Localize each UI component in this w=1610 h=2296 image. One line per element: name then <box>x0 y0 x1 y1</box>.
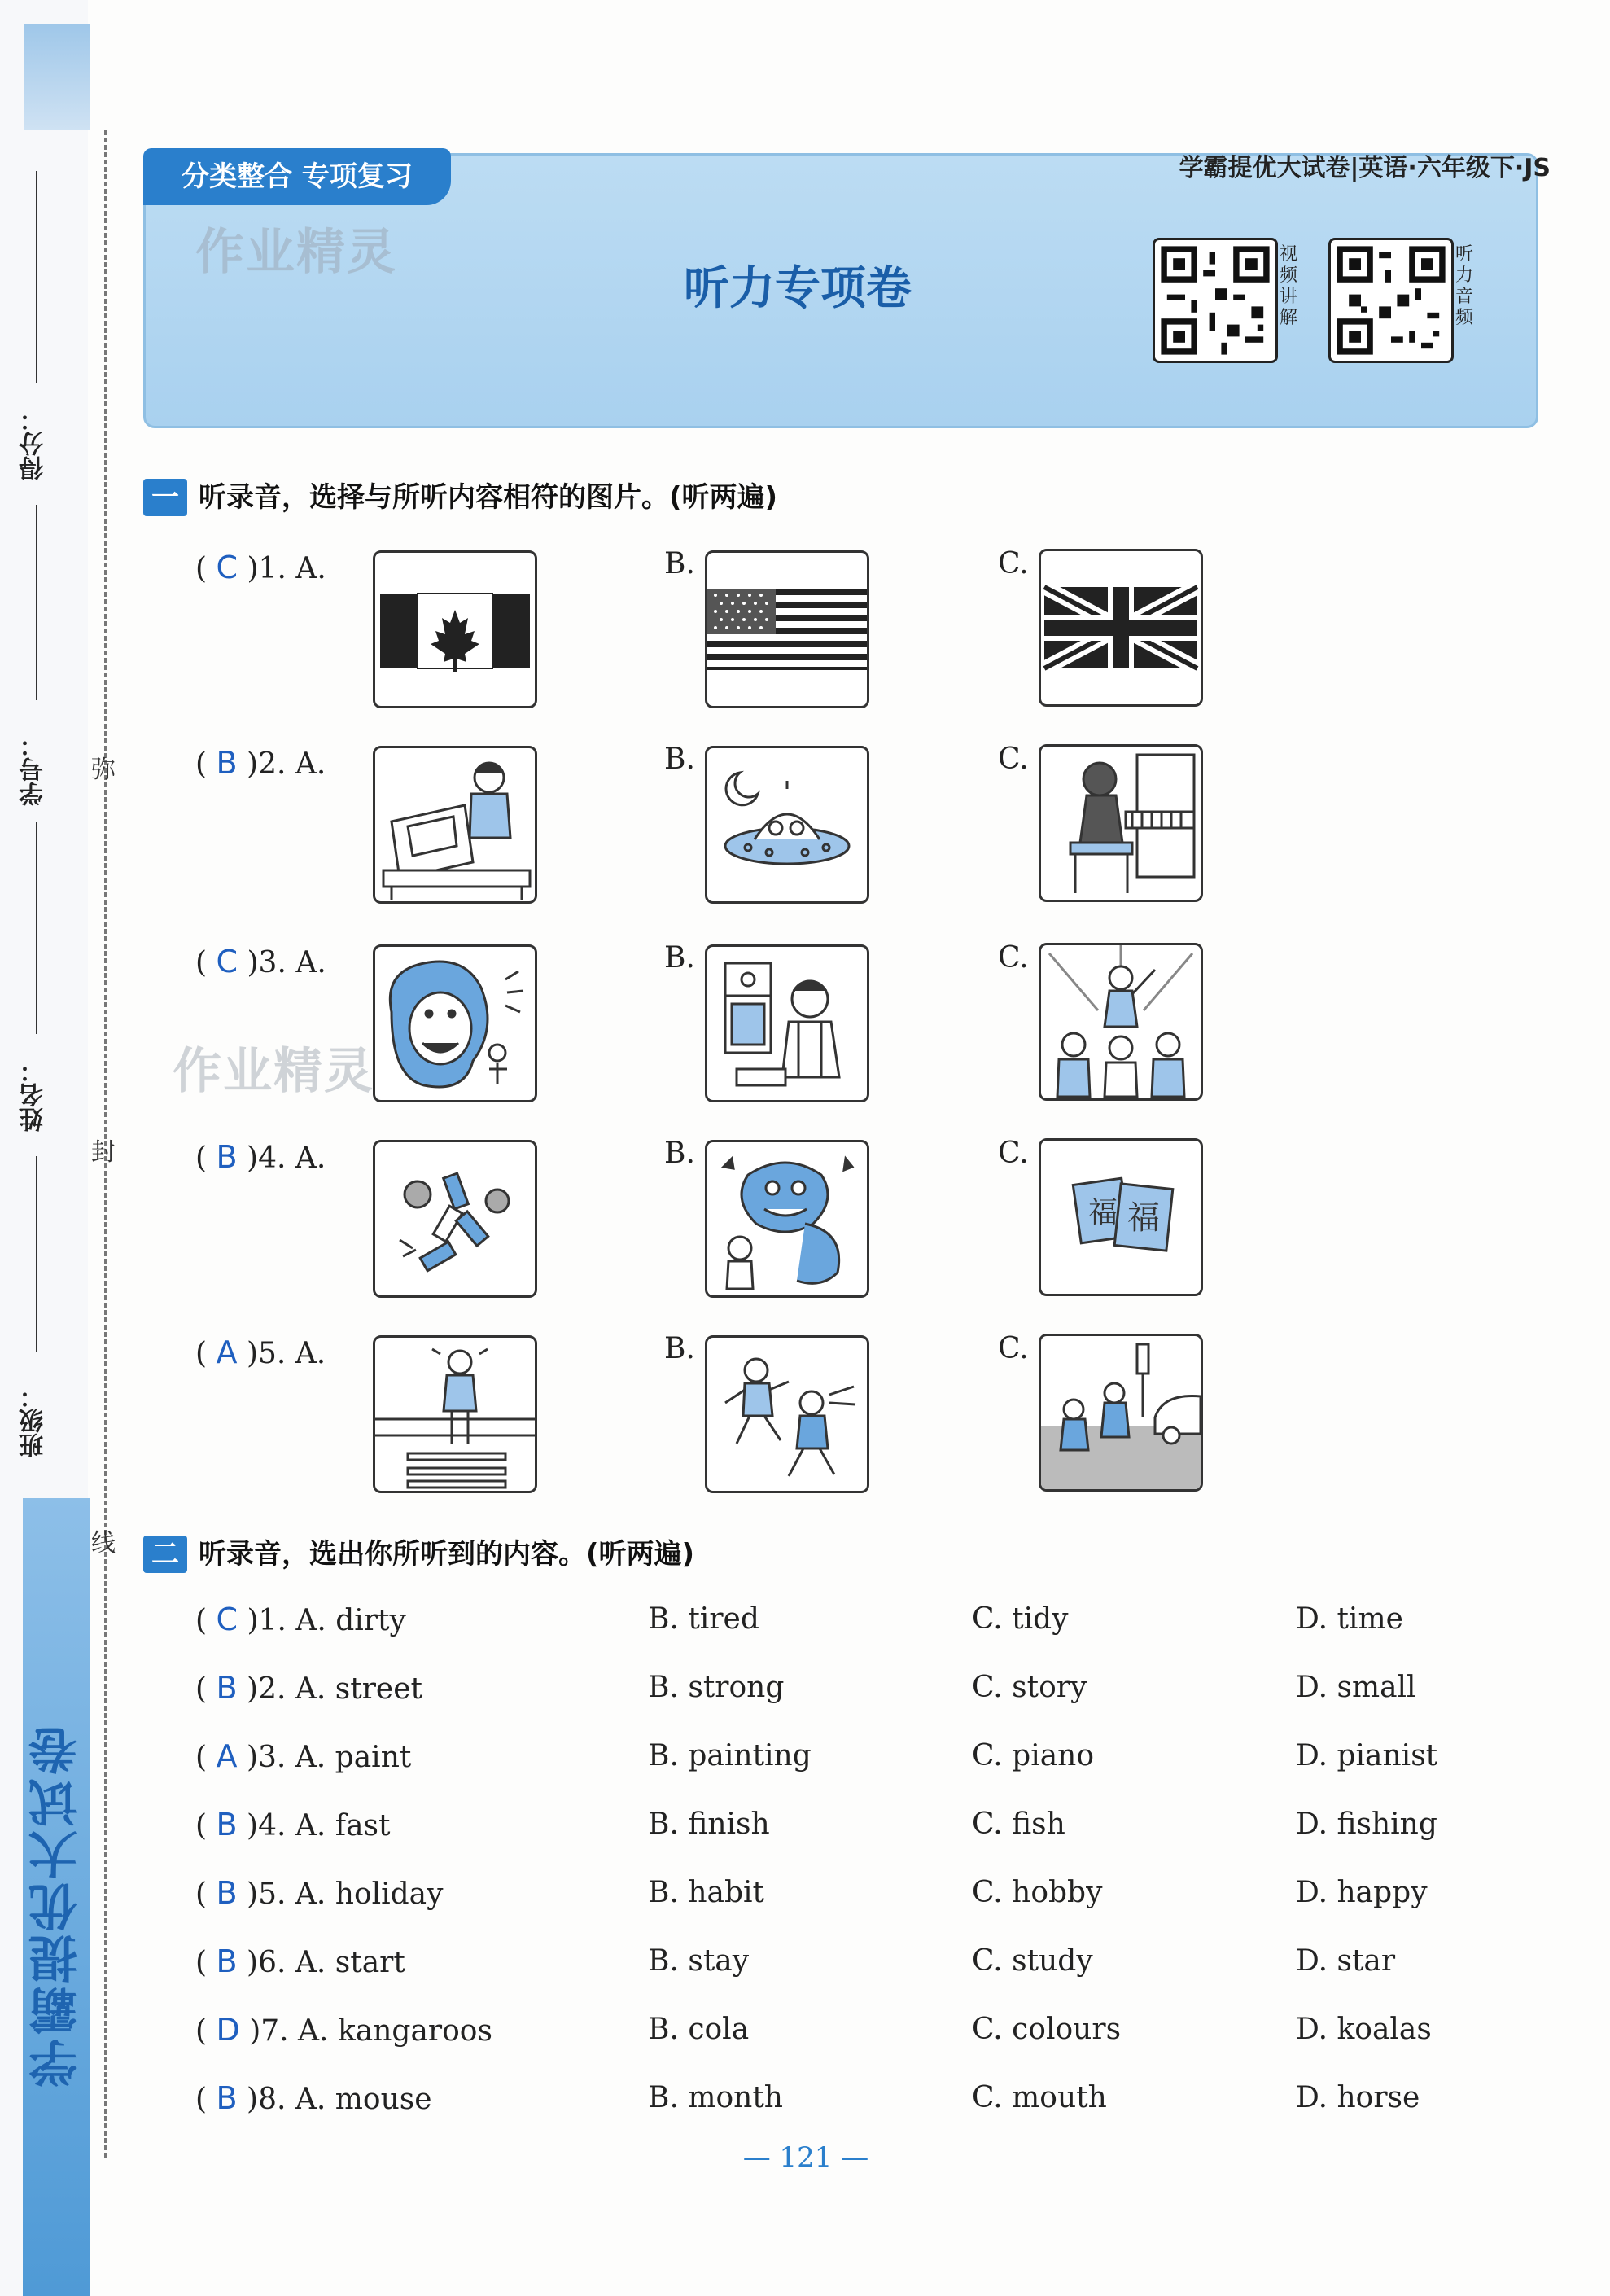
s1-q1-label: )1. A. <box>247 552 326 585</box>
s1-q2-prompt: ( B )2. A. <box>195 745 326 781</box>
section1-number: 一 <box>143 479 187 516</box>
s2-q1-option-a[interactable]: )1. A. dirty <box>247 1604 406 1637</box>
watermark: 作业精灵 <box>195 224 397 281</box>
s2-q2-answer: B <box>216 1670 238 1706</box>
category-tab: 分类整合 专项复习 <box>143 148 451 205</box>
s2-q5-option-d[interactable]: D. happy <box>1296 1876 1428 1909</box>
flag-uk-image[interactable] <box>1039 549 1203 707</box>
s1-q4-opt-c: C. <box>998 1137 1029 1170</box>
binding-accent-top <box>24 24 90 130</box>
s2-q3-prompt: ( A )3. A. paint <box>195 1738 412 1774</box>
s2-q7-option-a[interactable]: )7. A. kangaroos <box>249 2014 492 2048</box>
s2-q2-prompt: ( B )2. A. street <box>195 1670 422 1706</box>
s1-q2-answer: B <box>216 745 238 781</box>
svg-text:福: 福 <box>1127 1199 1160 1237</box>
s2-q1-option-c[interactable]: C. tidy <box>972 1602 1069 1636</box>
s1-q1-opt-c: C. <box>998 547 1029 581</box>
class-label: 班级： <box>20 1384 48 1457</box>
concert-crowd-image[interactable] <box>1039 943 1203 1101</box>
qr-code-video[interactable] <box>1153 238 1278 363</box>
s2-q3-option-b[interactable]: B. painting <box>648 1739 812 1772</box>
s2-q2-option-b[interactable]: B. strong <box>648 1671 785 1704</box>
s2-q5-prompt: ( B )5. A. holiday <box>195 1875 444 1911</box>
s2-q4-prompt: ( B )4. A. fast <box>195 1807 391 1842</box>
series-title: 学霸提优大试卷|英语·六年级下·JS <box>1179 154 1551 182</box>
s2-q2-option-d[interactable]: D. small <box>1296 1671 1416 1704</box>
s2-q4-option-c[interactable]: C. fish <box>972 1807 1065 1841</box>
s2-q8-prompt: ( B )8. A. mouse <box>195 2080 432 2116</box>
street-traffic-image[interactable] <box>1039 1334 1203 1492</box>
s1-q3-prompt: ( C )3. A. <box>195 944 326 979</box>
firecrackers-image[interactable] <box>373 1140 537 1298</box>
s2-q3-answer: A <box>216 1738 238 1774</box>
paper-title: 听力专项卷 <box>684 262 912 315</box>
seal-mark-2: 封 <box>91 1138 116 1167</box>
girl-piano-image[interactable] <box>1039 744 1203 902</box>
s2-q1-answer: C <box>216 1602 238 1637</box>
s2-q4-option-a[interactable]: )4. A. fast <box>247 1809 391 1842</box>
s2-q7-option-d[interactable]: D. koalas <box>1296 2013 1432 2046</box>
dragon-dance-image[interactable] <box>705 1140 869 1298</box>
s2-q2-option-a[interactable]: )2. A. street <box>247 1672 422 1706</box>
s2-q7-option-c[interactable]: C. colours <box>972 2013 1122 2046</box>
s2-q7-answer: D <box>216 2012 240 2048</box>
s1-q2-opt-b: B. <box>664 743 695 776</box>
s1-q4-prompt: ( B )4. A. <box>195 1139 326 1175</box>
s2-q4-answer: B <box>216 1807 238 1842</box>
student-id-label: 学号： <box>20 733 48 806</box>
s2-q6-option-b[interactable]: B. stay <box>648 1944 750 1978</box>
fu-couplets-image[interactable] <box>1039 1138 1203 1296</box>
s2-q5-option-c[interactable]: C. hobby <box>972 1876 1103 1909</box>
page-number: — 121 — <box>742 2141 869 2174</box>
s2-q4-option-d[interactable]: D. fishing <box>1296 1807 1437 1841</box>
s2-q8-option-b[interactable]: B. month <box>648 2081 783 2114</box>
s1-q1-opt-b: B. <box>664 547 695 581</box>
s1-q4-opt-b: B. <box>664 1137 695 1170</box>
section2-title: 听录音，选出你所听到的内容。(听两遍) <box>199 1538 695 1571</box>
s1-q4-answer: B <box>216 1139 238 1175</box>
s1-q4-label: )4. A. <box>247 1141 326 1175</box>
section1-title: 听录音，选择与所听内容相符的图片。(听两遍) <box>199 481 778 514</box>
boy-eating-image[interactable] <box>705 944 869 1102</box>
boys-running-image[interactable] <box>705 1335 869 1493</box>
class-line <box>36 1156 37 1352</box>
boy-crossing-image[interactable] <box>373 1335 537 1493</box>
s1-q3-opt-c: C. <box>998 941 1029 975</box>
s2-q6-option-c[interactable]: C. study <box>972 1944 1093 1978</box>
s2-q6-answer: B <box>216 1943 238 1979</box>
s2-q8-option-a[interactable]: )8. A. mouse <box>247 2083 432 2116</box>
seal-mark-3: 线 <box>91 1529 116 1558</box>
student-id-line <box>36 505 37 700</box>
s2-q5-answer: B <box>216 1875 238 1911</box>
name-label: 姓名： <box>20 1058 48 1132</box>
lion-image[interactable] <box>373 944 537 1102</box>
s1-q5-opt-b: B. <box>664 1332 695 1365</box>
s1-q5-label: )5. A. <box>246 1337 326 1370</box>
score-line <box>36 171 37 383</box>
s2-q6-prompt: ( B )6. A. start <box>195 1943 405 1979</box>
s2-q5-option-b[interactable]: B. habit <box>648 1876 765 1909</box>
brand-vertical: 学霸提优大试卷 <box>28 1723 85 2088</box>
s1-q2-opt-c: C. <box>998 743 1029 776</box>
score-label: 得分： <box>20 407 48 480</box>
section2-number: 二 <box>143 1536 187 1573</box>
computer-man-image[interactable] <box>373 746 537 904</box>
s2-q7-option-b[interactable]: B. cola <box>648 2013 750 2046</box>
qr-code-audio[interactable] <box>1328 238 1454 363</box>
s2-q8-option-c[interactable]: C. mouth <box>972 2081 1107 2114</box>
qr-audio-caption: 听力音频 <box>1455 244 1474 328</box>
svg-text:福: 福 <box>1088 1196 1118 1229</box>
flag-canada-image[interactable] <box>373 550 537 708</box>
name-line <box>36 822 37 1034</box>
s2-q3-option-d[interactable]: D. pianist <box>1296 1739 1438 1772</box>
s1-q2-label: )2. A. <box>247 747 326 781</box>
s2-q3-option-a[interactable]: )3. A. paint <box>246 1741 412 1774</box>
s2-q7-prompt: ( D )7. A. kangaroos <box>195 2012 492 2048</box>
s2-q4-option-b[interactable]: B. finish <box>648 1807 770 1841</box>
s2-q6-option-d[interactable]: D. star <box>1296 1944 1396 1978</box>
s2-q6-option-a[interactable]: )6. A. start <box>247 1946 405 1979</box>
s2-q1-prompt: ( C )1. A. dirty <box>195 1602 406 1637</box>
s1-q5-prompt: ( A )5. A. <box>195 1334 326 1370</box>
spaceship-moon-image[interactable] <box>705 746 869 904</box>
watermark-2: 作业精灵 <box>173 1043 374 1100</box>
s1-q1-prompt: ( C )1. A. <box>195 550 326 585</box>
s2-q5-option-a[interactable]: )5. A. holiday <box>247 1878 444 1911</box>
qr-video-caption: 视频讲解 <box>1280 244 1298 328</box>
seal-mark-1: 弥 <box>91 756 116 784</box>
s1-q5-answer: A <box>216 1334 238 1370</box>
s1-q3-opt-b: B. <box>664 941 695 975</box>
s2-q8-answer: B <box>216 2080 238 2116</box>
s1-q5-opt-c: C. <box>998 1332 1029 1365</box>
s2-q1-option-b[interactable]: B. tired <box>648 1602 759 1636</box>
s2-q8-option-d[interactable]: D. horse <box>1296 2081 1420 2114</box>
s1-q3-label: )3. A. <box>247 946 326 979</box>
s2-q3-option-c[interactable]: C. piano <box>972 1739 1095 1772</box>
s2-q2-option-c[interactable]: C. story <box>972 1671 1087 1704</box>
s2-q1-option-d[interactable]: D. time <box>1296 1602 1403 1636</box>
s1-q3-answer: C <box>216 944 238 979</box>
s1-q1-answer: C <box>216 550 238 585</box>
flag-usa-image[interactable] <box>705 550 869 708</box>
